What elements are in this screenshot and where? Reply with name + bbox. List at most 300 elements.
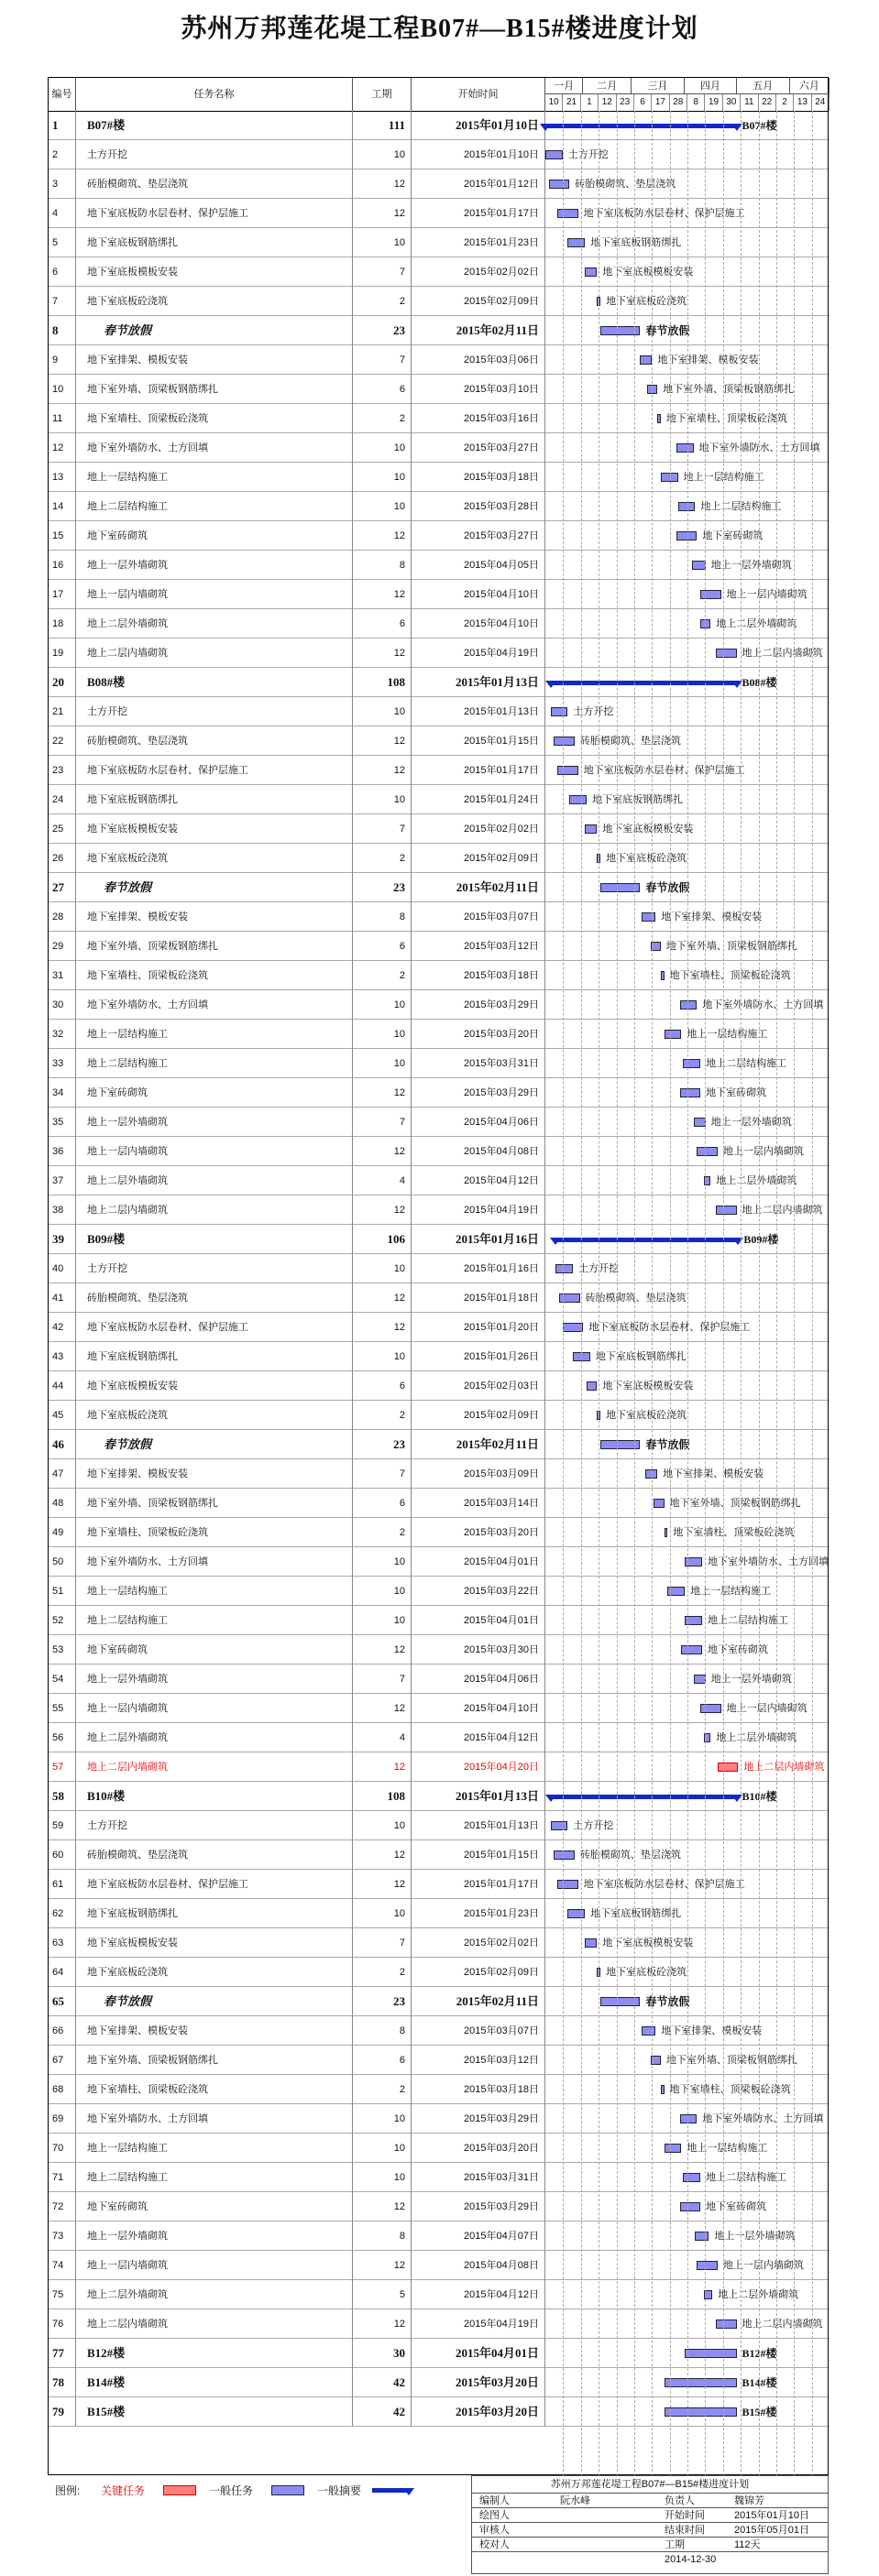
task-start: 2015年03月12日 bbox=[412, 932, 545, 961]
task-bar[interactable] bbox=[704, 1176, 711, 1185]
task-row[interactable] bbox=[49, 1547, 828, 1577]
task-start: 2015年02月09日 bbox=[412, 844, 545, 873]
task-id: 12 bbox=[49, 433, 76, 463]
summary-bar[interactable] bbox=[551, 681, 737, 685]
month-header: 三月 bbox=[632, 78, 685, 94]
task-bar[interactable] bbox=[694, 1675, 706, 1684]
task-row[interactable] bbox=[49, 1137, 828, 1166]
task-name: 地上一层结构施工 bbox=[76, 1577, 353, 1606]
task-bar[interactable] bbox=[597, 854, 600, 863]
day-header: 17 bbox=[652, 94, 669, 111]
task-row[interactable] bbox=[49, 1577, 828, 1606]
bar-label: 地下室底板模板安装 bbox=[602, 1381, 694, 1392]
day-header: 8 bbox=[687, 94, 705, 111]
task-start: 2015年04月20日 bbox=[412, 1752, 545, 1782]
task-row[interactable] bbox=[49, 2134, 828, 2163]
task-row[interactable] bbox=[49, 2075, 828, 2104]
rollup-row[interactable] bbox=[49, 2339, 828, 2368]
task-start: 2015年03月16日 bbox=[412, 404, 545, 433]
task-id: 67 bbox=[49, 2046, 76, 2075]
task-bar[interactable] bbox=[694, 1118, 706, 1127]
task-bar[interactable] bbox=[545, 150, 563, 159]
task-bar[interactable] bbox=[557, 209, 578, 218]
task-bar[interactable] bbox=[551, 1821, 568, 1830]
task-duration: 2 bbox=[353, 1518, 412, 1547]
task-id: 79 bbox=[49, 2397, 76, 2427]
task-row[interactable] bbox=[49, 1166, 828, 1195]
summary-bar[interactable] bbox=[551, 1795, 737, 1799]
task-name: 地下室底板防水层卷材、保护层施工 bbox=[76, 1313, 353, 1342]
bar-label: 地上二层外墙砌筑 bbox=[716, 1175, 797, 1186]
task-bar[interactable] bbox=[554, 737, 575, 746]
task-row[interactable] bbox=[49, 2046, 828, 2075]
task-bar[interactable] bbox=[559, 1293, 580, 1303]
bar-label: B08#楼 bbox=[742, 676, 777, 689]
task-name: 地下室外墙防水、土方回填 bbox=[76, 433, 353, 463]
task-bar[interactable] bbox=[657, 414, 661, 423]
task-bar[interactable] bbox=[680, 2202, 701, 2211]
task-name: 地下室砖砌筑 bbox=[76, 1078, 353, 1108]
task-bar[interactable] bbox=[549, 180, 570, 189]
bar-area bbox=[545, 375, 830, 404]
task-start: 2015年04月10日 bbox=[412, 580, 545, 609]
task-row[interactable] bbox=[49, 1283, 828, 1313]
task-row[interactable] bbox=[49, 1195, 828, 1225]
task-row[interactable] bbox=[49, 228, 828, 257]
task-row[interactable] bbox=[49, 2104, 828, 2134]
task-bar[interactable] bbox=[651, 942, 661, 951]
task-start: 2015年03月30日 bbox=[412, 1635, 545, 1665]
task-start: 2015年03月12日 bbox=[412, 2046, 545, 2075]
task-name: 地上二层内墙砌筑 bbox=[76, 2309, 353, 2339]
holiday-row[interactable] bbox=[49, 316, 828, 345]
task-row[interactable] bbox=[49, 2221, 828, 2251]
bar-area bbox=[545, 2397, 830, 2427]
task-row[interactable] bbox=[49, 1811, 828, 1840]
task-duration: 108 bbox=[353, 1782, 412, 1811]
task-name: 砖胎模砌筑、垫层浇筑 bbox=[76, 726, 353, 756]
task-row[interactable] bbox=[49, 2251, 828, 2280]
task-start: 2015年03月18日 bbox=[412, 961, 545, 990]
task-bar[interactable] bbox=[700, 590, 721, 599]
task-bar[interactable] bbox=[600, 1440, 640, 1449]
task-start: 2015年03月18日 bbox=[412, 2075, 545, 2104]
task-row[interactable] bbox=[49, 961, 828, 990]
task-bar[interactable] bbox=[661, 2085, 665, 2094]
task-bar[interactable] bbox=[554, 1850, 575, 1860]
task-name: 土方开挖 bbox=[76, 697, 353, 726]
task-start: 2015年01月13日 bbox=[412, 668, 545, 697]
task-bar[interactable] bbox=[647, 385, 657, 394]
task-bar[interactable] bbox=[585, 1938, 597, 1948]
task-name: 土方开挖 bbox=[76, 1811, 353, 1840]
task-name: 春节放假 bbox=[76, 316, 353, 345]
task-row[interactable] bbox=[49, 169, 828, 199]
task-start: 2015年04月19日 bbox=[412, 2309, 545, 2339]
task-bar[interactable] bbox=[700, 1704, 721, 1713]
bar-area bbox=[545, 639, 830, 668]
bar-label: 地下室排架、模板安装 bbox=[657, 355, 759, 366]
task-start: 2015年04月01日 bbox=[412, 2339, 545, 2368]
task-id: 5 bbox=[49, 228, 76, 257]
task-name: 地下室排架、模板安装 bbox=[76, 1459, 353, 1489]
task-id: 7 bbox=[49, 287, 76, 316]
bar-area bbox=[545, 814, 830, 844]
task-start: 2015年02月11日 bbox=[412, 1430, 545, 1459]
bar-area bbox=[545, 228, 830, 257]
task-bar[interactable] bbox=[557, 1880, 578, 1889]
task-name: 地上一层结构施工 bbox=[76, 2134, 353, 2163]
task-name: 春节放假 bbox=[76, 873, 353, 902]
day-header: 24 bbox=[812, 94, 830, 111]
task-id: 53 bbox=[49, 1635, 76, 1665]
task-bar[interactable] bbox=[692, 561, 706, 570]
task-row[interactable] bbox=[49, 1108, 828, 1137]
task-name: 地下室底板防水层卷材、保护层施工 bbox=[76, 1870, 353, 1899]
summary-row[interactable] bbox=[49, 668, 828, 697]
task-duration: 7 bbox=[353, 1665, 412, 1694]
task-name: 地下室外墙防水、土方回填 bbox=[76, 990, 353, 1020]
rollup-bar[interactable] bbox=[685, 2349, 736, 2358]
task-name: 地下室底板钢筋绑扎 bbox=[76, 228, 353, 257]
task-bar[interactable] bbox=[716, 649, 737, 658]
task-start: 2015年01月23日 bbox=[412, 1899, 545, 1928]
task-row[interactable] bbox=[49, 2192, 828, 2221]
task-bar[interactable] bbox=[600, 326, 640, 335]
task-bar[interactable] bbox=[685, 1557, 702, 1566]
task-row[interactable] bbox=[49, 1020, 828, 1049]
info-row-3 bbox=[472, 2522, 828, 2537]
task-start: 2015年01月13日 bbox=[412, 1782, 545, 1811]
task-start: 2015年03月09日 bbox=[412, 1459, 545, 1489]
task-id: 47 bbox=[49, 1459, 76, 1489]
task-bar[interactable] bbox=[600, 883, 640, 892]
task-bar[interactable] bbox=[676, 443, 694, 453]
task-bar[interactable] bbox=[697, 2261, 718, 2270]
task-start: 2015年02月02日 bbox=[412, 257, 545, 287]
task-duration: 12 bbox=[353, 169, 412, 199]
bar-area bbox=[545, 492, 830, 521]
task-row[interactable] bbox=[49, 199, 828, 228]
task-duration: 10 bbox=[353, 1899, 412, 1928]
task-bar[interactable] bbox=[555, 1264, 573, 1273]
task-start: 2015年03月10日 bbox=[412, 375, 545, 404]
bar-area bbox=[545, 287, 830, 316]
task-start: 2015年04月01日 bbox=[412, 1547, 545, 1577]
task-duration: 6 bbox=[353, 2046, 412, 2075]
task-row[interactable] bbox=[49, 375, 828, 404]
rollup-bar[interactable] bbox=[665, 2407, 737, 2417]
task-row[interactable] bbox=[49, 287, 828, 316]
task-row[interactable] bbox=[49, 1606, 828, 1635]
timescale bbox=[545, 78, 830, 111]
task-bar[interactable] bbox=[661, 971, 665, 980]
task-id: 1 bbox=[49, 111, 76, 140]
task-row[interactable] bbox=[49, 433, 828, 463]
task-bar[interactable] bbox=[651, 2056, 661, 2065]
bar-label: 砖胎模砌筑、垫层浇筑 bbox=[575, 179, 676, 190]
task-row[interactable] bbox=[49, 697, 828, 726]
task-duration: 8 bbox=[353, 2016, 412, 2046]
task-row[interactable] bbox=[49, 257, 828, 287]
task-row[interactable] bbox=[49, 1313, 828, 1342]
task-row[interactable] bbox=[49, 639, 828, 668]
task-row[interactable] bbox=[49, 1870, 828, 1899]
task-bar[interactable] bbox=[563, 1323, 584, 1332]
task-row[interactable] bbox=[49, 1401, 828, 1430]
task-bar[interactable] bbox=[685, 1616, 702, 1625]
task-row[interactable] bbox=[49, 1254, 828, 1283]
task-name: 地下室排架、模板安装 bbox=[76, 345, 353, 375]
task-row[interactable] bbox=[49, 2016, 828, 2046]
task-start: 2015年03月20日 bbox=[412, 2368, 545, 2397]
task-bar[interactable] bbox=[654, 1499, 664, 1508]
bar-area bbox=[545, 2134, 830, 2163]
task-row[interactable] bbox=[49, 1635, 828, 1665]
task-bar[interactable] bbox=[597, 1411, 600, 1420]
task-row[interactable] bbox=[49, 140, 828, 169]
task-name: 地上二层结构施工 bbox=[76, 1606, 353, 1635]
task-id: 35 bbox=[49, 1108, 76, 1137]
task-duration: 4 bbox=[353, 1723, 412, 1752]
critical-task-bar[interactable] bbox=[718, 1763, 739, 1772]
task-row[interactable] bbox=[49, 1665, 828, 1694]
bar-label: 地下室外墙防水、土方回填 bbox=[702, 2113, 824, 2124]
task-name: 地下室底板模板安装 bbox=[76, 257, 353, 287]
holiday-row[interactable] bbox=[49, 873, 828, 902]
task-start: 2015年02月09日 bbox=[412, 1401, 545, 1430]
task-bar[interactable] bbox=[683, 1059, 700, 1068]
task-duration: 12 bbox=[353, 639, 412, 668]
task-bar[interactable] bbox=[661, 473, 678, 482]
task-row[interactable] bbox=[49, 1049, 828, 1078]
bar-label: 土方开挖 bbox=[578, 1263, 620, 1274]
task-duration: 10 bbox=[353, 1254, 412, 1283]
bar-label: 地上二层内墙砌筑 bbox=[743, 1762, 825, 1773]
task-name: 地下室底板模板安装 bbox=[76, 1371, 353, 1401]
task-duration: 10 bbox=[353, 785, 412, 814]
task-id: 78 bbox=[49, 2368, 76, 2397]
task-row[interactable] bbox=[49, 756, 828, 785]
task-name: 地下室墙柱、顶梁板砼浇筑 bbox=[76, 961, 353, 990]
task-bar[interactable] bbox=[680, 1000, 698, 1010]
bar-area bbox=[545, 1723, 830, 1752]
task-id: 22 bbox=[49, 726, 76, 756]
task-row[interactable] bbox=[49, 1371, 828, 1401]
task-name: 地下室墙柱、顶梁板砼浇筑 bbox=[76, 2075, 353, 2104]
task-duration: 12 bbox=[353, 1078, 412, 1108]
task-start: 2015年01月16日 bbox=[412, 1254, 545, 1283]
bar-label: 地下室底板砼浇筑 bbox=[606, 1967, 687, 1978]
task-row[interactable] bbox=[49, 492, 828, 521]
task-row[interactable] bbox=[49, 814, 828, 844]
task-bar[interactable] bbox=[585, 267, 597, 277]
bar-area bbox=[545, 1899, 830, 1928]
task-bar[interactable] bbox=[551, 707, 568, 716]
task-row[interactable] bbox=[49, 902, 828, 932]
task-id: 38 bbox=[49, 1195, 76, 1225]
bar-label: 地上二层内墙砌筑 bbox=[742, 2319, 823, 2330]
task-bar[interactable] bbox=[681, 1645, 702, 1654]
info-label: 校对人 bbox=[479, 2539, 510, 2550]
bar-area bbox=[545, 1489, 830, 1518]
task-bar[interactable] bbox=[585, 824, 597, 834]
task-bar[interactable] bbox=[678, 502, 696, 511]
bar-label: 春节放假 bbox=[645, 324, 690, 337]
task-row[interactable] bbox=[49, 1694, 828, 1723]
task-bar[interactable] bbox=[642, 912, 655, 922]
task-row[interactable] bbox=[49, 844, 828, 873]
task-bar[interactable] bbox=[697, 1147, 718, 1156]
task-start: 2015年03月27日 bbox=[412, 433, 545, 463]
task-start: 2015年03月29日 bbox=[412, 990, 545, 1020]
day-header: 22 bbox=[759, 94, 776, 111]
holiday-row[interactable] bbox=[49, 1987, 828, 2016]
task-row[interactable] bbox=[49, 2309, 828, 2339]
rollup-row[interactable] bbox=[49, 2368, 828, 2397]
task-row[interactable] bbox=[49, 404, 828, 433]
task-row[interactable] bbox=[49, 2280, 828, 2309]
task-row[interactable] bbox=[49, 785, 828, 814]
task-bar[interactable] bbox=[716, 2319, 737, 2329]
bar-area bbox=[545, 2309, 830, 2339]
bar-label: 地下室外墙、顶梁板钢筋绑扎 bbox=[665, 941, 797, 952]
task-duration: 12 bbox=[353, 756, 412, 785]
day-header: 19 bbox=[705, 94, 722, 111]
task-row[interactable] bbox=[49, 345, 828, 375]
task-row[interactable] bbox=[49, 1489, 828, 1518]
bar-area bbox=[545, 1958, 830, 1987]
rollup-row[interactable] bbox=[49, 2397, 828, 2427]
task-duration: 5 bbox=[353, 2280, 412, 2309]
task-row[interactable] bbox=[49, 1723, 828, 1752]
task-bar[interactable] bbox=[665, 2144, 682, 2153]
task-bar[interactable] bbox=[676, 531, 698, 540]
summary-bar[interactable] bbox=[555, 1238, 738, 1242]
bar-area bbox=[545, 1166, 830, 1195]
task-row[interactable] bbox=[49, 1840, 828, 1870]
task-id: 2 bbox=[49, 140, 76, 169]
task-bar[interactable] bbox=[665, 1528, 668, 1537]
task-bar[interactable] bbox=[587, 1381, 597, 1391]
task-duration: 12 bbox=[353, 199, 412, 228]
task-bar[interactable] bbox=[667, 1587, 685, 1596]
header-name: 任务名称 bbox=[76, 78, 353, 111]
task-name: 地下室底板砼浇筑 bbox=[76, 1958, 353, 1987]
bar-area bbox=[545, 2163, 830, 2192]
summary-row[interactable] bbox=[49, 1225, 828, 1254]
task-bar[interactable] bbox=[557, 766, 578, 775]
task-row[interactable] bbox=[49, 1078, 828, 1108]
task-duration: 10 bbox=[353, 1020, 412, 1049]
task-row[interactable] bbox=[49, 463, 828, 492]
task-id: 44 bbox=[49, 1371, 76, 1401]
task-row[interactable] bbox=[49, 609, 828, 639]
bar-area bbox=[545, 140, 830, 169]
task-bar[interactable] bbox=[665, 1030, 682, 1039]
task-bar[interactable] bbox=[680, 2114, 698, 2123]
critical-task-row[interactable] bbox=[49, 1752, 828, 1782]
task-start: 2015年01月24日 bbox=[412, 785, 545, 814]
summary-row[interactable] bbox=[49, 111, 828, 140]
bar-label: 地上一层结构施工 bbox=[683, 472, 764, 483]
task-id: 18 bbox=[49, 609, 76, 639]
task-name: 地上二层内墙砌筑 bbox=[76, 1195, 353, 1225]
bar-area bbox=[545, 1752, 830, 1782]
task-row[interactable] bbox=[49, 580, 828, 609]
task-bar[interactable] bbox=[700, 619, 710, 628]
bar-label: 地下室砖砌筑 bbox=[707, 1644, 768, 1655]
summary-row[interactable] bbox=[49, 1782, 828, 1811]
bar-area bbox=[545, 463, 830, 492]
bar-label: 春节放假 bbox=[645, 881, 690, 894]
task-id: 31 bbox=[49, 961, 76, 990]
task-bar[interactable] bbox=[597, 297, 600, 306]
task-bar[interactable] bbox=[645, 1469, 657, 1479]
task-start: 2015年03月31日 bbox=[412, 2163, 545, 2192]
task-bar[interactable] bbox=[716, 1206, 737, 1215]
task-row[interactable] bbox=[49, 1958, 828, 1987]
task-row[interactable] bbox=[49, 521, 828, 551]
task-row[interactable] bbox=[49, 551, 828, 580]
task-id: 55 bbox=[49, 1694, 76, 1723]
task-start: 2015年04月01日 bbox=[412, 1606, 545, 1635]
info-row-2 bbox=[472, 2507, 828, 2522]
task-bar[interactable] bbox=[567, 238, 585, 247]
task-row[interactable] bbox=[49, 2163, 828, 2192]
task-duration: 12 bbox=[353, 1195, 412, 1225]
task-bar[interactable] bbox=[567, 1909, 585, 1918]
rollup-bar[interactable] bbox=[665, 2378, 737, 2387]
task-bar[interactable] bbox=[569, 795, 587, 804]
task-bar[interactable] bbox=[642, 2026, 655, 2036]
task-duration: 2 bbox=[353, 1958, 412, 1987]
task-bar[interactable] bbox=[640, 355, 652, 365]
task-duration: 7 bbox=[353, 1459, 412, 1489]
task-bar[interactable] bbox=[597, 1968, 600, 1977]
task-bar[interactable] bbox=[704, 2290, 712, 2299]
task-duration: 10 bbox=[353, 228, 412, 257]
task-row[interactable] bbox=[49, 1342, 828, 1371]
bar-label: 地下室外墙防水、土方回填 bbox=[707, 1556, 829, 1567]
task-row[interactable] bbox=[49, 932, 828, 961]
task-bar[interactable] bbox=[695, 2232, 709, 2241]
task-row[interactable] bbox=[49, 990, 828, 1020]
task-row[interactable] bbox=[49, 1518, 828, 1547]
info-label: 开始时间 bbox=[665, 2510, 705, 2521]
task-bar[interactable] bbox=[683, 2173, 700, 2182]
task-start: 2015年03月28日 bbox=[412, 492, 545, 521]
task-bar[interactable] bbox=[600, 1997, 640, 2006]
summary-bar[interactable] bbox=[545, 124, 737, 128]
bar-area bbox=[545, 1195, 830, 1225]
task-row[interactable] bbox=[49, 1899, 828, 1928]
task-row[interactable] bbox=[49, 1928, 828, 1958]
task-start: 2015年01月10日 bbox=[412, 111, 545, 140]
task-row[interactable] bbox=[49, 726, 828, 756]
page-title: 苏州万邦莲花堤工程B07#—B15#楼进度计划 bbox=[181, 15, 698, 43]
bar-area bbox=[545, 697, 830, 726]
task-id: 65 bbox=[49, 1987, 76, 2016]
task-bar[interactable] bbox=[704, 1733, 711, 1742]
task-row[interactable] bbox=[49, 1459, 828, 1489]
task-bar[interactable] bbox=[680, 1088, 701, 1097]
bar-area bbox=[545, 756, 830, 785]
holiday-row[interactable] bbox=[49, 1430, 828, 1459]
task-id: 6 bbox=[49, 257, 76, 287]
task-bar[interactable] bbox=[573, 1352, 590, 1361]
task-name: 土方开挖 bbox=[76, 140, 353, 169]
